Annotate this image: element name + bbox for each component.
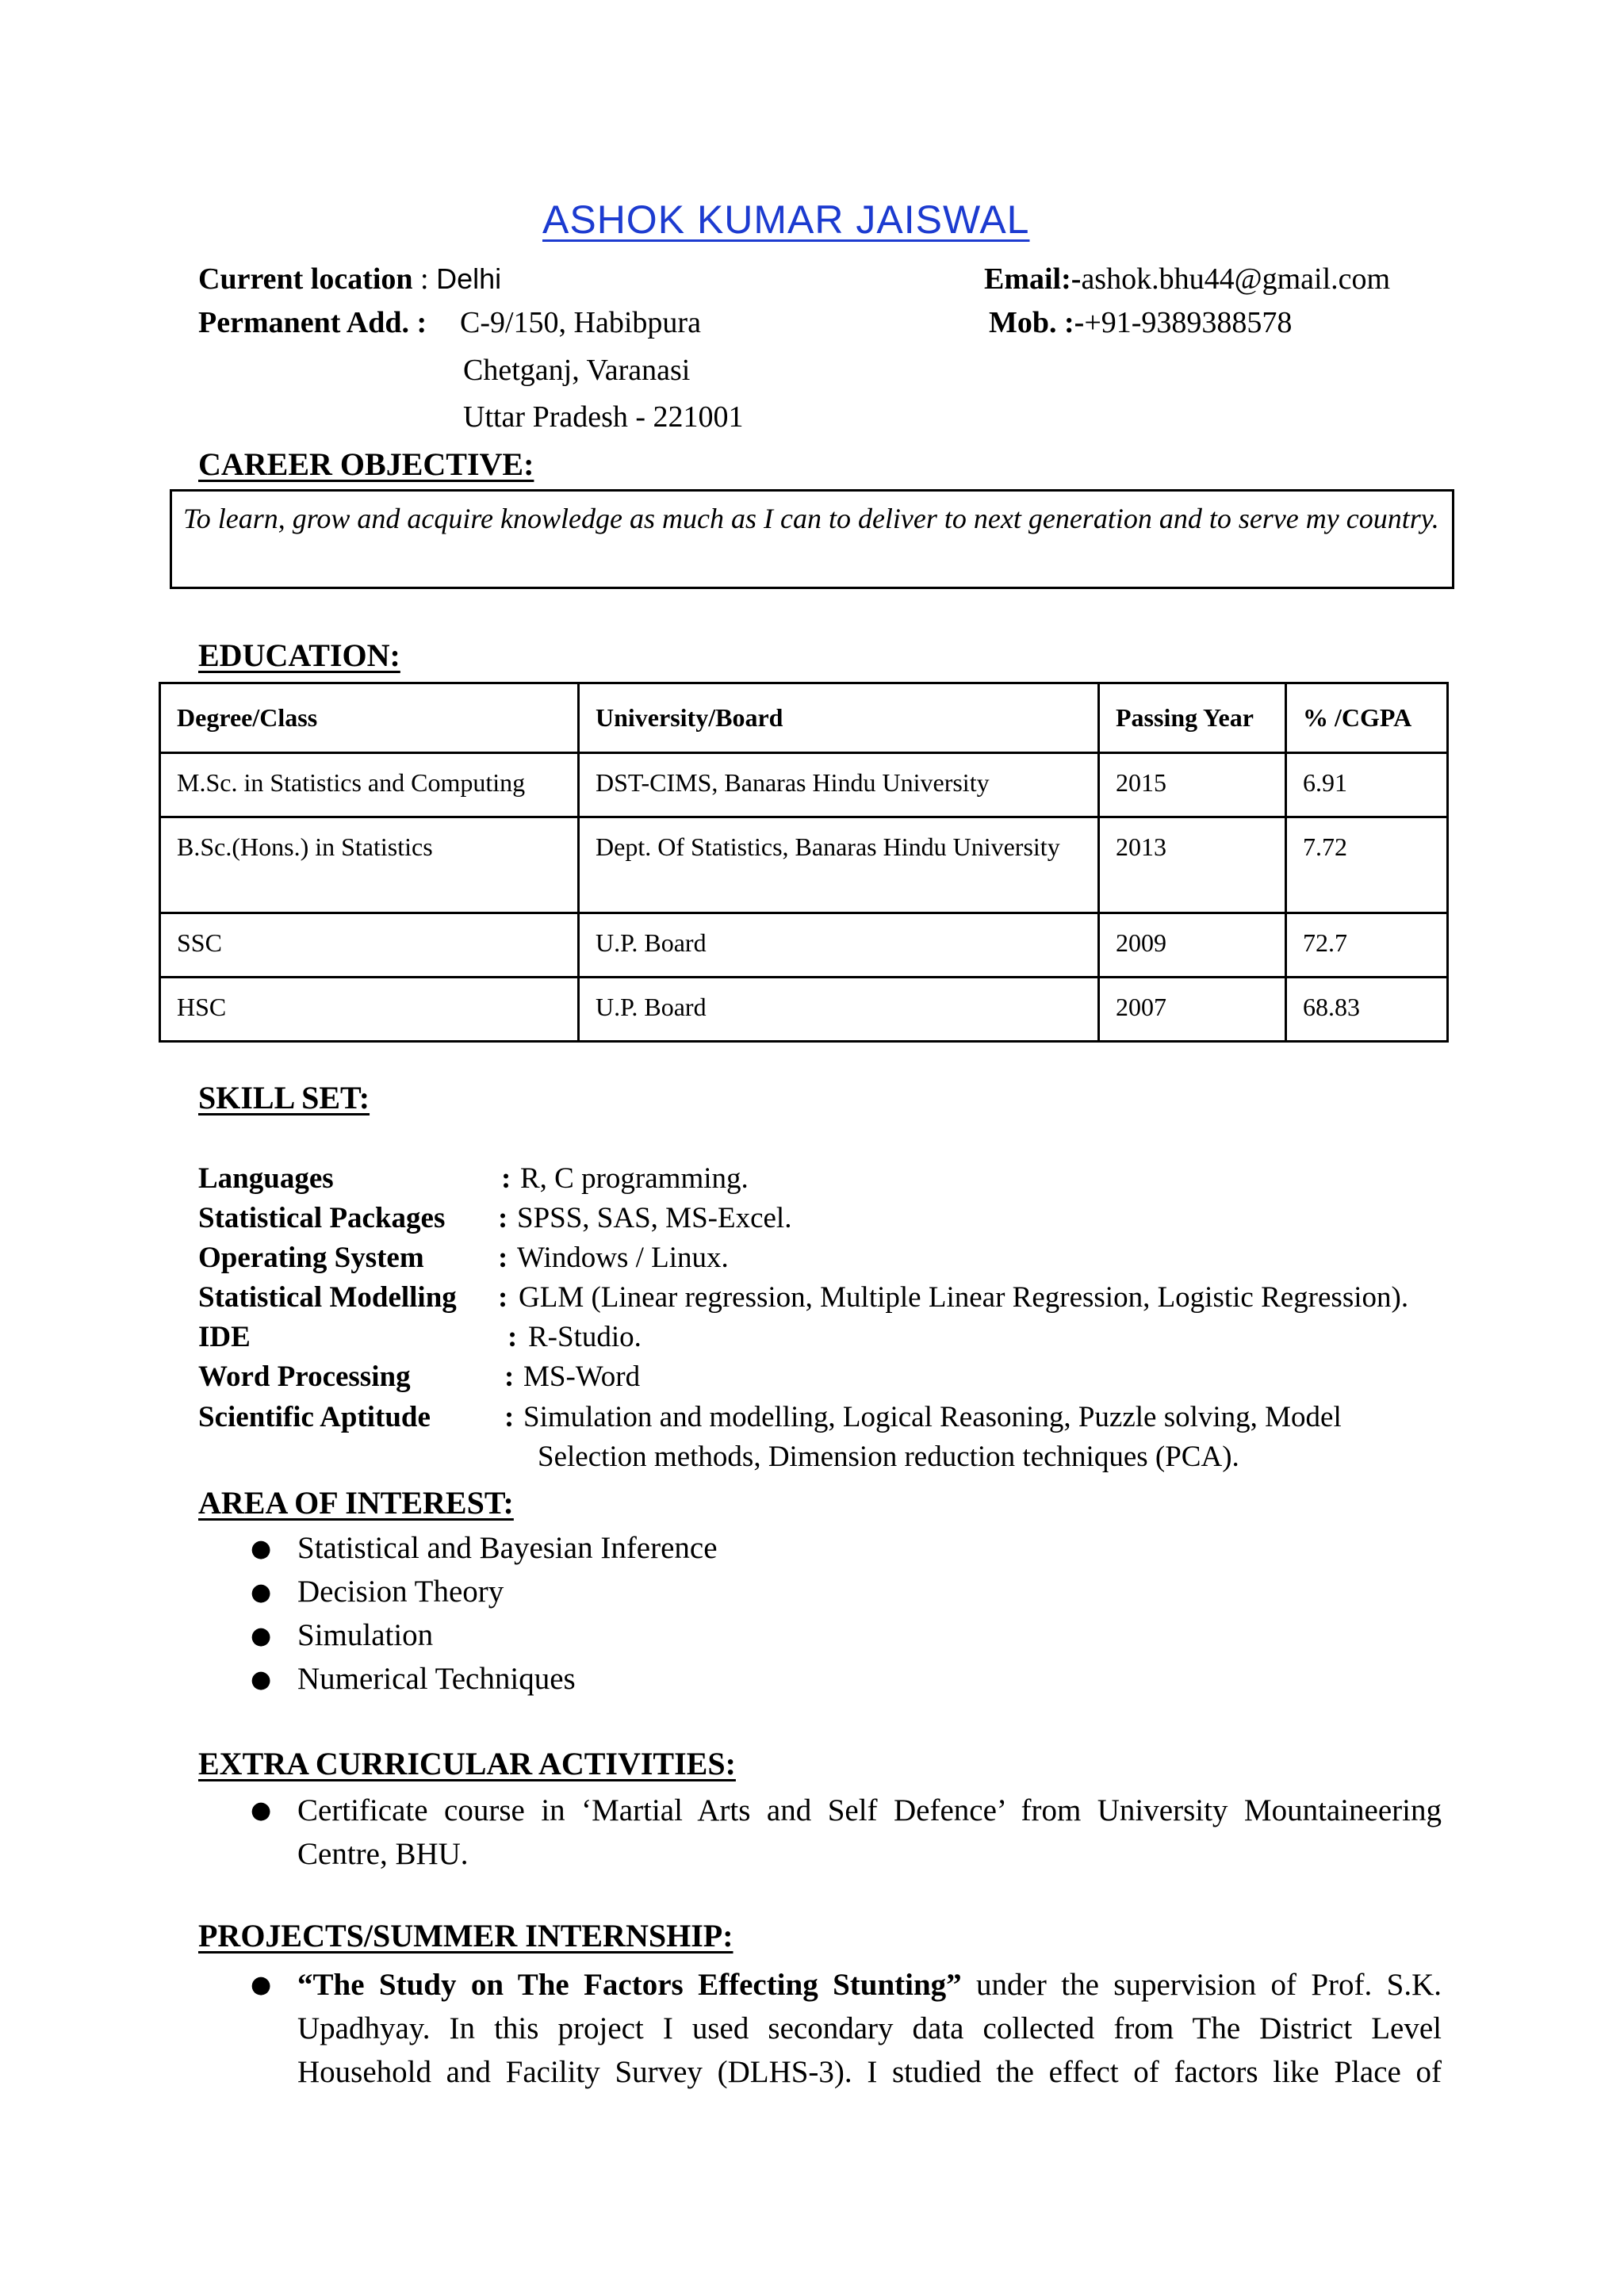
- current-location-line: [198, 260, 501, 298]
- project-title: “The Study on The Factors Effecting Stunting”: [297, 1968, 962, 2002]
- career-objective-heading: CAREER OBJECTIVE:: [198, 446, 534, 482]
- skill-colon: :: [501, 1162, 511, 1195]
- table-header-row: [160, 683, 1448, 753]
- current-location-value: Delhi: [436, 262, 502, 295]
- email-label: Email:-: [984, 262, 1082, 296]
- university-cell: DST-CIMS, Banaras Hindu University: [579, 753, 1099, 817]
- interest-item: Numerical Techniques: [297, 1662, 576, 1696]
- skill-value: R, C programming.: [520, 1162, 749, 1195]
- education-table: [159, 682, 1449, 1043]
- projects-heading: PROJECTS/SUMMER INTERNSHIP:: [198, 1918, 733, 1954]
- cgpa-cell: 72.7: [1286, 913, 1448, 978]
- table-row: [160, 913, 1448, 978]
- column-header-cgpa: % /CGPA: [1286, 683, 1448, 753]
- interest-item: Simulation: [297, 1618, 434, 1652]
- skill-label: IDE: [198, 1321, 251, 1353]
- skill-value-continued: Selection methods, Dimension reduction techniques (PCA).: [538, 1441, 1239, 1473]
- skill-colon: :: [508, 1321, 518, 1353]
- mobile-label: Mob. :-: [989, 306, 1085, 339]
- bullet-icon: ●: [251, 1971, 272, 1999]
- bullet-icon: ●: [251, 1578, 272, 1606]
- cgpa-cell: 6.91: [1286, 753, 1448, 817]
- column-header-university: University/Board: [579, 683, 1099, 753]
- education-heading: EDUCATION:: [198, 637, 400, 673]
- skill-label: Word Processing: [198, 1360, 411, 1393]
- year-cell: 2009: [1099, 913, 1286, 978]
- degree-cell: SSC: [160, 913, 579, 978]
- project-line-1: [297, 1963, 1442, 2007]
- address-line-1: C-9/150, Habibpura: [460, 306, 701, 339]
- skill-label: Languages: [198, 1162, 334, 1195]
- skill-colon: :: [498, 1242, 508, 1274]
- skill-colon: :: [498, 1281, 508, 1314]
- address-line-2: Chetganj, Varanasi: [463, 354, 691, 387]
- project-item: [297, 1963, 1442, 2094]
- cgpa-cell: 68.83: [1286, 978, 1448, 1042]
- extra-curricular-item: [297, 1789, 1442, 1876]
- table-row: [160, 817, 1448, 913]
- project-line-2: Upadhyay. In this project I used secondary data collected from The District Level: [297, 2011, 1442, 2045]
- university-cell: U.P. Board: [579, 913, 1099, 978]
- cgpa-cell: 7.72: [1286, 817, 1448, 913]
- bullet-icon: ●: [251, 1797, 272, 1824]
- skill-label: Operating System: [198, 1242, 424, 1274]
- career-objective-box: [170, 489, 1454, 589]
- skill-colon: :: [504, 1360, 515, 1393]
- address-line-3: Uttar Pradesh - 221001: [463, 400, 744, 434]
- interest-item: Decision Theory: [297, 1575, 504, 1609]
- table-row: [160, 978, 1448, 1042]
- skill-value: SPSS, SAS, MS-Excel.: [517, 1202, 792, 1234]
- skill-value: MS-Word: [523, 1360, 641, 1393]
- year-cell: 2007: [1099, 978, 1286, 1042]
- year-cell: 2013: [1099, 817, 1286, 913]
- table-row: [160, 753, 1448, 817]
- column-header-degree: Degree/Class: [160, 683, 579, 753]
- extra-line-1: Certificate course in ‘Martial Arts and Self Defence’ from University Mountaineering: [297, 1793, 1442, 1827]
- column-header-year: Passing Year: [1099, 683, 1286, 753]
- interest-item: Statistical and Bayesian Inference: [297, 1531, 718, 1565]
- mobile-value: +91-9389388578: [1084, 306, 1293, 339]
- skill-label: Statistical Modelling: [198, 1281, 457, 1314]
- project-line-1-rest: under the supervision of Prof. S.K.: [961, 1968, 1442, 2002]
- current-location-sep: :: [412, 262, 437, 296]
- skill-set-heading: SKILL SET:: [198, 1080, 370, 1115]
- extra-curricular-heading: EXTRA CURRICULAR ACTIVITIES:: [198, 1746, 736, 1781]
- mobile-line: [989, 304, 1292, 342]
- current-location-label: Current location: [198, 262, 413, 296]
- year-cell: 2015: [1099, 753, 1286, 817]
- bullet-icon: ●: [251, 1535, 272, 1563]
- extra-line-2: Centre, BHU.: [297, 1837, 469, 1871]
- project-line-3: Household and Facility Survey (DLHS-3). I studied the effect of factors like Place of: [297, 2055, 1442, 2089]
- skill-label: Scientific Aptitude: [198, 1401, 431, 1433]
- degree-cell: B.Sc.(Hons.) in Statistics: [160, 817, 579, 913]
- email-value[interactable]: ashok.bhu44@gmail.com: [1081, 262, 1391, 296]
- skill-value: GLM (Linear regression, Multiple Linear Regression, Logistic Regression).: [519, 1281, 1409, 1314]
- email-line: [984, 260, 1390, 298]
- candidate-name: ASHOK KUMAR JAISWAL: [542, 197, 1030, 242]
- skill-colon: :: [504, 1401, 515, 1433]
- skill-colon: :: [498, 1202, 508, 1234]
- area-of-interest-heading: AREA OF INTEREST:: [198, 1485, 514, 1521]
- degree-cell: M.Sc. in Statistics and Computing: [160, 753, 579, 817]
- skill-value: R-Studio.: [528, 1321, 642, 1353]
- permanent-address-label: Permanent Add. :: [198, 306, 427, 339]
- bullet-icon: ●: [251, 1622, 272, 1650]
- skill-value: Windows / Linux.: [517, 1242, 729, 1274]
- university-cell: Dept. Of Statistics, Banaras Hindu University: [579, 817, 1099, 913]
- skill-value: Simulation and modelling, Logical Reasoning, Puzzle solving, Model: [523, 1401, 1342, 1433]
- bullet-icon: ●: [251, 1666, 272, 1693]
- university-cell: U.P. Board: [579, 978, 1099, 1042]
- skill-label: Statistical Packages: [198, 1202, 446, 1234]
- degree-cell: HSC: [160, 978, 579, 1042]
- career-objective-text: To learn, grow and acquire knowledge as much as I can to deliver to next generation and to serve my country.: [183, 503, 1439, 534]
